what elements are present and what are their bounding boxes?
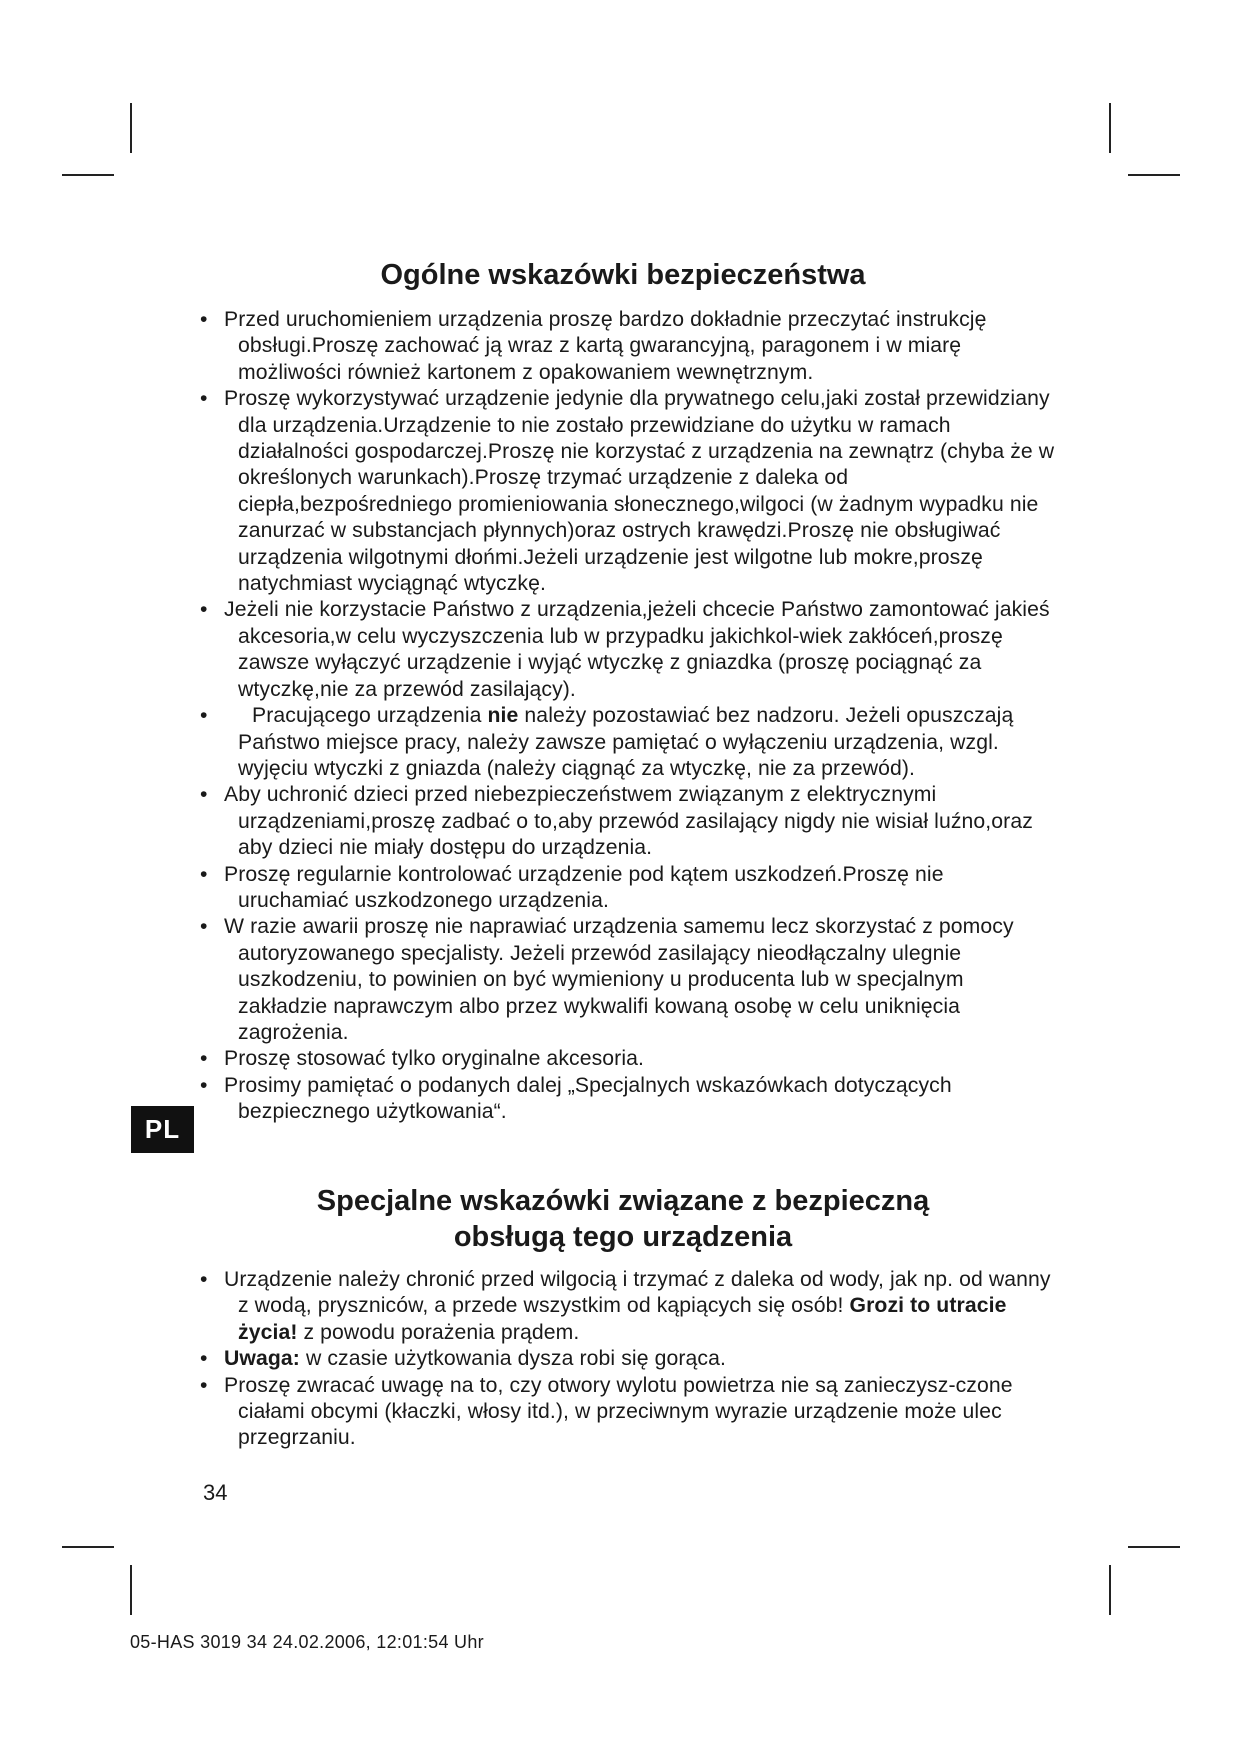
crop-mark bbox=[1109, 1565, 1111, 1615]
special-safety-list bbox=[198, 1267, 1058, 1452]
bullet-icon: • bbox=[200, 598, 208, 622]
bullet-icon: • bbox=[200, 308, 208, 331]
language-badge: PL bbox=[131, 1106, 194, 1153]
crop-mark bbox=[62, 1546, 114, 1548]
bullet-icon: • bbox=[200, 915, 208, 939]
bullet-icon: • bbox=[200, 1047, 208, 1071]
list-item: • Pracującego urządzenia nie należy pozostawiać bez nadzoru. Jeżeli opuszczają Państwo miejsce pracy, należy zawsze pamiętać o wyłączeniu urządzenia, wzgl. wyjęciu wtyczki z gniazda (należy ciągnąć za wtyczkę, nie za przewód). bbox=[200, 704, 1014, 780]
print-footer: 05-HAS 3019 34 24.02.2006, 12:01:54 Uhr bbox=[130, 1632, 484, 1652]
list-item: • Proszę regularnie kontrolować urządzenie pod kątem uszkodzeń.Proszę nie uruchamiać uszkodzonego urządzenia. bbox=[200, 862, 944, 912]
bullet-icon: • bbox=[200, 1347, 208, 1371]
list-item: • Proszę wykorzystywać urządzenie jedynie dla prywatnego celu,jaki został przewidziany dla urządzenia.Urządzenie to nie zostało przewidziane do użytku w ramach działalności gospodarczej.Proszę nie korzystać z urządzenia na zewnątrz (chyba że w określonych warunkach).Proszę trzymać urządzenie z daleka od ciepła,bezpośredniego promieniowania słonecznego,wilgoci (w żadnym wypadku nie zanurzać w substancjach płynnych)oraz ostrych krawędzi.Proszę nie obsługiwać urządzenia wilgotnymi dłońmi.Jeżeli urządzenie jest wilgotne lub mokre,proszę natychmiast wyciągnąć wtyczkę. bbox=[200, 387, 1055, 596]
list-item: • Przed uruchomieniem urządzenia proszę bardzo dokładnie przeczytać instrukcję obsługi.Proszę zachować ją wraz z kartą gwarancyjną, paragonem i w miarę możliwości również kartonem z opakowaniem wewnętrznym. bbox=[200, 308, 987, 384]
section-title-general-safety: Ogólne wskazówki bezpieczeństwa bbox=[380, 259, 866, 291]
list-item: • Proszę stosować tylko oryginalne akcesoria. bbox=[198, 1046, 1058, 1072]
bullet-icon: • bbox=[200, 1073, 208, 1097]
bullet-icon: • bbox=[200, 783, 208, 807]
bullet-icon: • bbox=[200, 704, 208, 728]
general-safety-list bbox=[198, 307, 1058, 1126]
bullet-icon: • bbox=[200, 1268, 208, 1291]
crop-mark bbox=[1128, 1546, 1180, 1548]
list-item: • Jeżeli nie korzystacie Państwo z urządzenia,jeżeli chcecie Państwo zamontować jakieś akcesoria,w celu wyczyszczenia lub w przypadku jakichkol-wiek zakłóceń,proszę zawsze wyłączyć urządzenie i wyjąć wtyczkę z gniazdka (proszę pociągnąć za wtyczkę,nie za przewód zasilający). bbox=[200, 598, 1050, 701]
crop-mark bbox=[1109, 103, 1111, 153]
bullet-icon: • bbox=[200, 387, 208, 411]
crop-mark bbox=[130, 103, 132, 153]
bullet-icon: • bbox=[200, 862, 208, 886]
list-item: • Uwaga: w czasie użytkowania dysza robi się gorąca. bbox=[198, 1346, 1058, 1372]
crop-mark bbox=[130, 1565, 132, 1615]
section-title-special-safety: Specjalne wskazówki związane z bezpieczną obsługą tego urządzenia bbox=[316, 1185, 930, 1253]
crop-mark bbox=[1128, 174, 1180, 176]
list-item: • Urządzenie należy chronić przed wilgocią i trzymać z daleka od wody, jak np. od wanny z wodą, pryszniców, a przede wszystkim od kąpiących się osób! Grozi to utracie życia! z powodu porażenia prądem. bbox=[200, 1268, 1051, 1344]
bullet-icon: • bbox=[200, 1373, 208, 1397]
crop-mark bbox=[62, 174, 114, 176]
page-number: 34 bbox=[203, 1480, 228, 1505]
list-item: • W razie awarii proszę nie naprawiać urządzenia samemu lecz skorzystać z pomocy autoryzowanego specjalisty. Jeżeli przewód zasilający nieodłączalny ulegnie uszkodzeniu, to powinien on być wymieniony u producenta lub w specjalnym zakładzie naprawczym albo przez wykwalifi kowaną osobę w celu uniknięcia zagrożenia. bbox=[200, 915, 1014, 1044]
list-item: • Prosimy pamiętać o podanych dalej „Specjalnych wskazówkach dotyczących bezpiecznego użytkowania“. bbox=[200, 1073, 952, 1124]
list-item: • Aby uchronić dzieci przed niebezpieczeństwem związanym z elektrycznymi urządzeniami,proszę zadbać o to,aby przewód zasilający nigdy nie wisiał luźno,oraz aby dzieci nie miały dostępu do urządzenia. bbox=[200, 783, 1033, 860]
list-item: • Proszę zwracać uwagę na to, czy otwory wylotu powietrza nie są zanieczysz-czone ciałami obcymi (kłaczki, włosy itd.), w przeciwnym wyrazie urządzenie może ulec przegrzaniu. bbox=[200, 1373, 1013, 1450]
